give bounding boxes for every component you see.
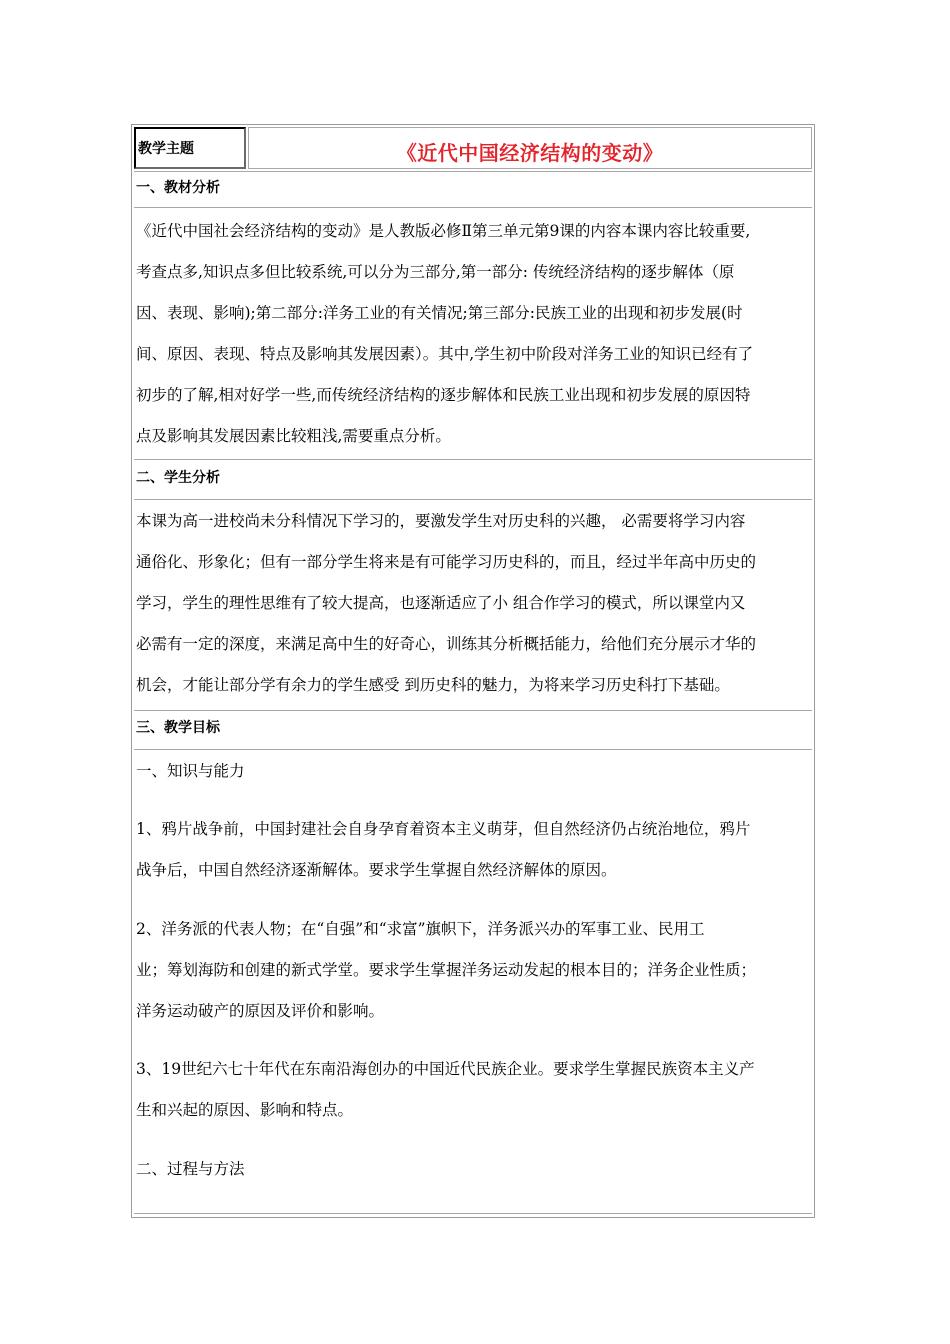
subheading-knowledge-ability: 一、知识与能力 <box>136 762 245 780</box>
student-analysis-line: 通俗化、形象化；但有一部分学生将来是有可能学习历史科的，而且，经过半年高中历史的 <box>136 553 757 571</box>
section-heading-student-analysis: 二、学生分析 <box>136 470 220 486</box>
row-divider <box>134 207 812 208</box>
lesson-plan-table <box>131 124 815 1218</box>
student-analysis-line: 必需有一定的深度，来满足高中生的好奇心，训练其分析概括能力，给他们充分展示才华的 <box>136 635 757 653</box>
objective-item-3-line: 生和兴起的原因、影响和特点。 <box>136 1101 354 1119</box>
student-analysis-line: 机会，才能让部分学有余力的学生感受 到历史科的魅力，为将来学习历史科打下基础。 <box>136 676 730 694</box>
student-analysis-line: 本课为高一进校尚未分科情况下学习的，要激发学生对历史科的兴趣， 必需要将学习内容 <box>136 512 746 530</box>
textbook-analysis-line: 考查点多,知识点多但比较系统,可以分为三部分,第一部分: 传统经济结构的逐步解体（原 <box>136 263 735 281</box>
textbook-analysis-line: 因、表现、影响);第二部分:洋务工业的有关情况;第三部分:民族工业的出现和初步发展(时 <box>136 304 743 322</box>
objective-item-1-line: 战争后，中国自然经济逐渐解体。要求学生掌握自然经济解体的原因。 <box>136 861 617 879</box>
row-divider <box>134 710 812 711</box>
objective-item-2-line: 业；筹划海防和创建的新式学堂。要求学生掌握洋务运动发起的根本目的；洋务企业性质； <box>136 961 757 979</box>
topic-label: 教学主题 <box>138 141 194 157</box>
row-divider <box>134 1213 812 1214</box>
topic-title-cell <box>248 127 812 169</box>
section-heading-textbook-analysis: 一、教材分析 <box>136 180 220 196</box>
row-divider <box>134 459 812 460</box>
topic-label-cell <box>134 127 246 169</box>
textbook-analysis-line: 点及影响其发展因素比较粗浅,需要重点分析。 <box>136 427 451 445</box>
objective-item-3-line: 3、19世纪六七十年代在东南沿海创办的中国近代民族企业。要求学生掌握民族资本主义产 <box>136 1060 755 1078</box>
row-divider <box>134 749 812 750</box>
section-heading-teaching-objectives: 三、教学目标 <box>136 720 220 736</box>
textbook-analysis-line: 初步的了解,相对好学一些,而传统经济结构的逐步解体和民族工业出现和初步发展的原因特 <box>136 386 751 404</box>
textbook-analysis-line: 《近代中国社会经济结构的变动》是人教版必修Ⅱ第三单元第9课的内容本课内容比较重要, <box>136 222 751 240</box>
topic-title: 《近代中国经济结构的变动》 <box>396 141 664 165</box>
objective-item-2-line: 洋务运动破产的原因及评价和影响。 <box>136 1002 385 1020</box>
objective-item-2-line: 2、洋务派的代表人物；在“自强”和“求富”旗帜下，洋务派兴办的军事工业、民用工 <box>136 920 705 938</box>
student-analysis-line: 学习，学生的理性思维有了较大提高，也逐渐适应了小 组合作学习的模式，所以课堂内又 <box>136 594 746 612</box>
row-divider <box>134 499 812 500</box>
subheading-process-method: 二、过程与方法 <box>136 1160 245 1178</box>
textbook-analysis-line: 间、原因、表现、特点及影响其发展因素）。其中,学生初中阶段对洋务工业的知识已经有了 <box>136 345 754 363</box>
objective-item-1-line: 1、鸦片战争前，中国封建社会自身孕育着资本主义萌芽，但自然经济仍占统治地位，鸦片 <box>136 820 751 838</box>
row-divider <box>134 171 812 172</box>
